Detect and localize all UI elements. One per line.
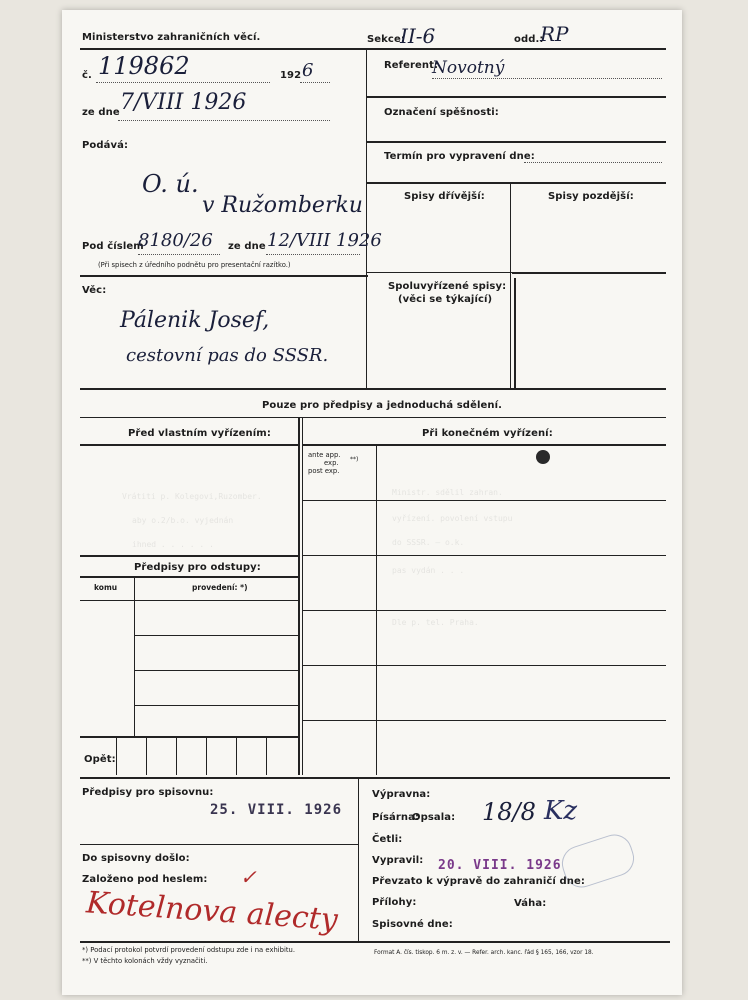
opsala-value: 18/8 xyxy=(482,798,536,826)
vypravna: Výpravna: xyxy=(372,789,431,800)
prevzato: Převzato k výpravě do zahraničí dne: xyxy=(372,876,585,887)
sekce-value: II-6 xyxy=(400,24,436,48)
footnote-1: *) Podací protokol potvrdí provedení odstupu zde i na exhibitu. xyxy=(82,946,295,954)
referent-label: Referent: xyxy=(384,60,439,71)
ante-app: ante app. xyxy=(308,451,341,459)
sekce-label: Sekce: xyxy=(367,34,405,45)
prilohy: Přílohy: xyxy=(372,897,417,908)
top-divider xyxy=(366,50,367,388)
provedeni: provedení: *) xyxy=(192,583,248,592)
date-value: 7/VIII 1926 xyxy=(120,90,247,115)
odd-value: RP xyxy=(540,22,569,46)
vypravil: Vypravil: xyxy=(372,855,424,866)
cetli: Četli: xyxy=(372,834,403,845)
stars: **) xyxy=(350,456,359,463)
podava-line2: v Ružomberku xyxy=(202,193,363,218)
predpisy-spisovnu: Předpisy pro spisovnu: xyxy=(82,787,214,798)
spisovne: Spisovné dne: xyxy=(372,919,453,930)
pod-cislem-label: Pod číslem xyxy=(82,241,144,252)
cislo-prefix: č. xyxy=(82,70,92,81)
ministry-title: Ministerstvo zahraničních věcí. xyxy=(82,32,261,43)
heslo-value: Kotelnova alecty xyxy=(85,885,339,938)
podava-label: Podává: xyxy=(82,140,129,151)
termin-label: Termín pro vypravení dne: xyxy=(384,151,535,162)
spoluvyrizene-1: Spoluvyřízené spisy: xyxy=(388,281,507,292)
pisarna: Písárna: xyxy=(372,812,420,823)
year-suffix: 6 xyxy=(302,60,314,81)
komu: komu xyxy=(94,583,118,592)
predpisy-odstupy: Předpisy pro odstupy: xyxy=(134,562,261,573)
vec-label: Věc: xyxy=(82,285,107,296)
do-spisovny: Do spisovny došlo: xyxy=(82,853,190,864)
cislo-value: 119862 xyxy=(98,52,190,80)
opsala: Opsala: xyxy=(412,812,456,823)
pri-konecnem: Při konečném vyřízení: xyxy=(422,428,553,439)
pod-cislem-value: 8180/26 xyxy=(138,230,213,251)
exp: exp. xyxy=(324,459,339,467)
footnote-2: **) V těchto kolonách vždy vyznačiti. xyxy=(82,957,208,965)
spesnost-label: Označení spěšnosti: xyxy=(384,107,499,118)
ze-dne-value: 12/VIII 1926 xyxy=(267,230,382,251)
spisy-drivejsi: Spisy dřívější: xyxy=(404,191,485,202)
opsala-initials: Kz xyxy=(544,796,578,826)
spisy-pozdejsi: Spisy pozdější: xyxy=(548,191,634,202)
form-sheet: Ministerstvo zahraničních věcí. Sekce: II-6 odd.: RP č. 119862 192 6 ze dne 7/VIII 1926 Podává: O. ú. v Ružomberku Pod číslem 8180/26 ze dne 12/VIII 1926 (Při spisech z úředního podnětu pro presentační razítko.) Věc: Pálenik Josef, cestovní pas do SSSR. Referent: Novotný Označení spěšnosti: Termín pro vypravení dne: Spisy dřívější: Spisy pozdější: Spoluvyřízené spisy: (věci se týkající) Pouze pro předpisy a jednoduchá sdělení. Před vlastním vyřízením: Při konečném vyřízení: ante app. **) exp. post exp. Vrátiti p. Kolegovi,Ruzomber. aby o.2/b.o. vyjednán ihned . . . . . . Ministr. sdělil zahran. vyřízení. povolení vstupu do SSSR. — o.k. pas vydán . . . Dle p. tel. Praha. Předpisy pro odstupy: komu provedení: *) Opět: Předpisy pro spisovnu: 25. VIII. 1926 Do spisovny došlo: Založeno pod heslem: ✓ Kotelnova alecty Výpravna: Písárna: Opsala: 18/8 Kz Četli: Vypravil: 20. VIII. 1926 Převzato k výpravě do zahraničí dne: Přílohy: Váha: Spisovné dne: *) Podací protokol potvrdí provedení odstupu zde i na exhibitu. **) V těchto kolonách vždy vyznačiti. Format A. čís. tiskop. 6 m. z. v. — Refer. arch. kanc. řád § 165, 166, vzor 18. xyxy=(62,10,682,995)
header-rule xyxy=(80,48,666,50)
podava-line1: O. ú. xyxy=(142,170,199,198)
date-label: ze dne xyxy=(82,107,120,118)
vec-line2: cestovní pas do SSSR. xyxy=(126,345,329,366)
year-prefix: 192 xyxy=(280,70,302,81)
referent-value: Novotný xyxy=(432,58,505,78)
odd-label: odd.: xyxy=(514,34,544,45)
format-note: Format A. čís. tiskop. 6 m. z. v. — Refer. arch. kanc. řád § 165, 166, vzor 18. xyxy=(374,950,594,956)
stamp-spisovna: 25. VIII. 1926 xyxy=(210,802,343,818)
pred-vlastnim: Před vlastním vyřízením: xyxy=(128,428,271,439)
ze-dne-label: ze dne xyxy=(228,241,266,252)
punch-hole xyxy=(536,450,550,464)
zalozeno: Založeno pod heslem: xyxy=(82,874,208,885)
spoluvyrizene-2: (věci se týkající) xyxy=(398,294,493,305)
stamp-vypravil: 20. VIII. 1926 xyxy=(438,858,562,873)
middle-title: Pouze pro předpisy a jednoduchá sdělení. xyxy=(262,400,503,411)
vec-line1: Pálenik Josef, xyxy=(120,308,270,333)
post-exp: post exp. xyxy=(308,467,340,475)
vaha: Váha: xyxy=(514,898,547,909)
presentation-note: (Při spisech z úředního podnětu pro presentační razítko.) xyxy=(98,261,291,269)
opet-label: Opět: xyxy=(84,754,116,765)
